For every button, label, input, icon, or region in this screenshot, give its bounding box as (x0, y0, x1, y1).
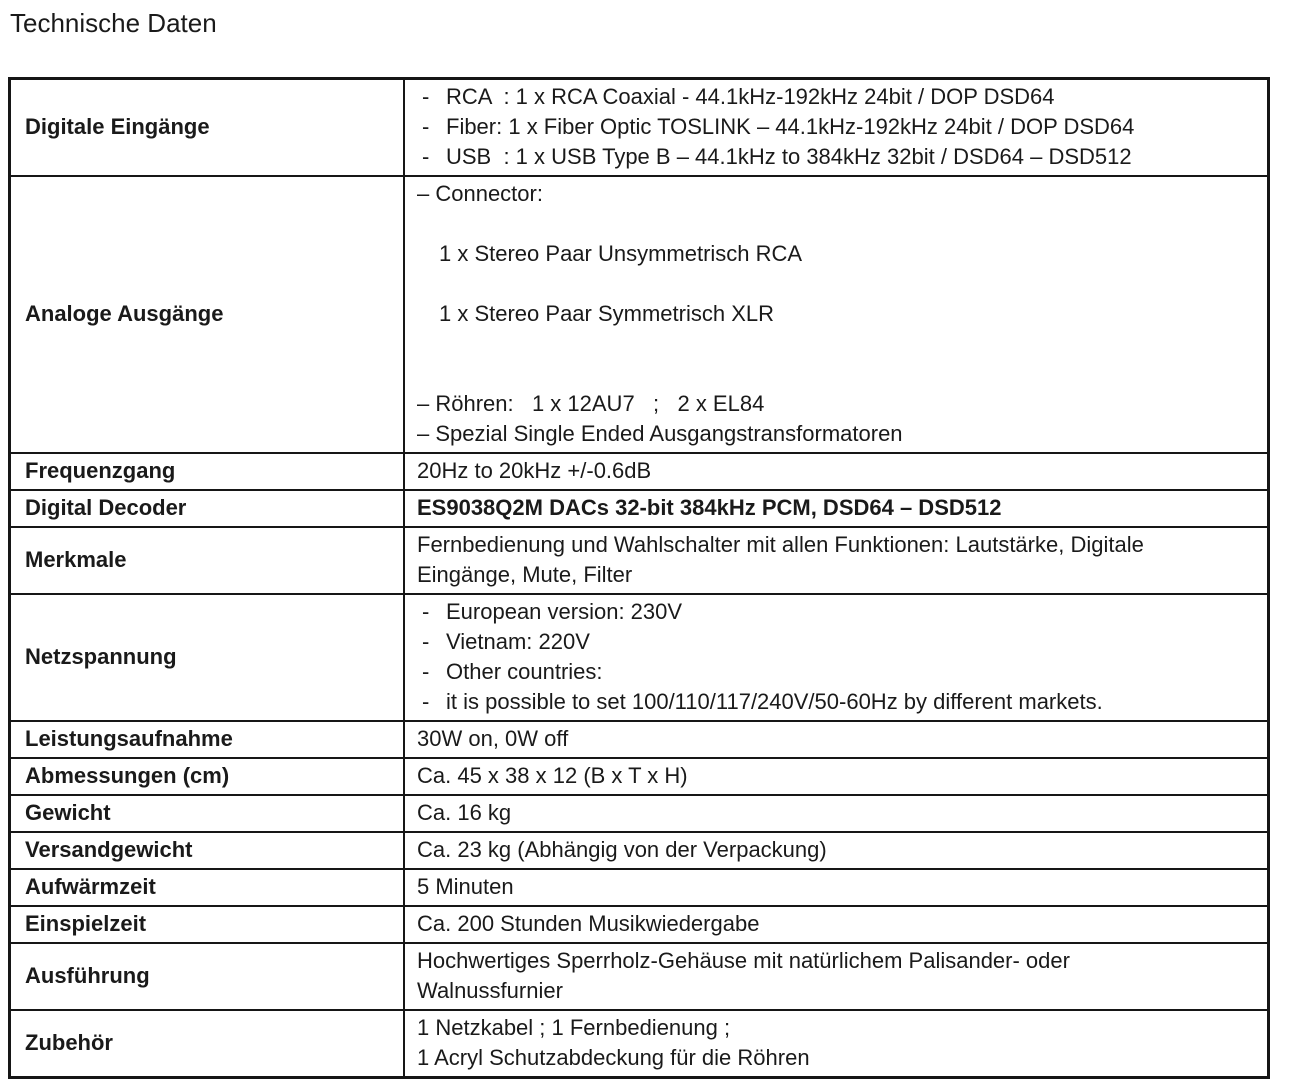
table-row (10, 906, 1269, 943)
dash-bullet: - (422, 659, 430, 684)
value-line-text: USB : 1 x USB Type B – 44.1kHz to 384kHz 32bit / DSD64 – DSD512 (446, 144, 1132, 169)
row-label: Frequenzgang (10, 453, 405, 490)
value-line-text: – Connector: (417, 181, 543, 206)
row-value (404, 527, 1269, 594)
row-value (404, 490, 1269, 527)
value-line-text: Fiber: 1 x Fiber Optic TOSLINK – 44.1kHz-192kHz 24bit / DOP DSD64 (446, 114, 1135, 139)
row-value (404, 176, 1269, 453)
row-value (404, 1010, 1269, 1078)
row-label: Zubehör (10, 1010, 405, 1078)
row-label: Einspielzeit (10, 906, 405, 943)
value-line (417, 657, 1257, 687)
value-line-text: European version: 230V (446, 599, 683, 624)
value-line-text: Ca. 200 Stunden Musikwiedergabe (417, 911, 760, 936)
value-line-text: Other countries: (446, 659, 603, 684)
table-row (10, 721, 1269, 758)
table-row (10, 79, 1269, 177)
table-row (10, 758, 1269, 795)
row-label: Versandgewicht (10, 832, 405, 869)
value-line-text: Walnussfurnier (417, 978, 563, 1003)
value-line (417, 112, 1257, 142)
dash-bullet: - (422, 114, 430, 139)
blank-line (417, 209, 1257, 239)
value-line-text: Vietnam: 220V (446, 629, 590, 654)
value-line-text: Ca. 16 kg (417, 800, 512, 825)
table-row (10, 594, 1269, 721)
dash-bullet: - (422, 84, 430, 109)
value-line-text: 1 x Stereo Paar Symmetrisch XLR (439, 301, 775, 326)
row-label: Gewicht (10, 795, 405, 832)
value-line-text: Ca. 45 x 38 x 12 (B x T x H) (417, 763, 688, 788)
dash-bullet: - (422, 629, 430, 654)
table-row (10, 453, 1269, 490)
row-value (404, 943, 1269, 1010)
row-value (404, 832, 1269, 869)
value-line (417, 687, 1257, 717)
dash-bullet: - (422, 144, 430, 169)
blank-line (417, 329, 1257, 359)
value-line-text: Eingänge, Mute, Filter (417, 562, 633, 587)
table-row (10, 795, 1269, 832)
value-line-text: 5 Minuten (417, 874, 514, 899)
value-line-text: ES9038Q2M DACs 32-bit 384kHz PCM, DSD64 – DSD512 (417, 495, 1002, 520)
value-line-text: – Spezial Single Ended Ausgangstransformatoren (417, 421, 903, 446)
spec-table (8, 77, 1270, 1079)
row-value (404, 869, 1269, 906)
row-value (404, 758, 1269, 795)
table-row (10, 176, 1269, 453)
value-line-text: 1 x Stereo Paar Unsymmetrisch RCA (439, 241, 803, 266)
dash-bullet: - (422, 689, 430, 714)
value-line-text: 1 Acryl Schutzabdeckung für die Röhren (417, 1045, 810, 1070)
row-value (404, 453, 1269, 490)
table-row (10, 869, 1269, 906)
row-label: Digitale Eingänge (10, 79, 405, 177)
dash-bullet: - (422, 599, 430, 624)
value-line (417, 82, 1257, 112)
value-line-text: 1 Netzkabel ; 1 Fernbedienung ; (417, 1015, 731, 1040)
row-label: Abmessungen (cm) (10, 758, 405, 795)
value-line-text: 30W on, 0W off (417, 726, 569, 751)
spec-table-body (10, 79, 1269, 1078)
value-line-text: it is possible to set 100/110/117/240V/50-60Hz by different markets. (446, 689, 1103, 714)
value-line-text: 20Hz to 20kHz +/-0.6dB (417, 458, 652, 483)
blank-line (417, 269, 1257, 299)
row-label: Analoge Ausgänge (10, 176, 405, 453)
row-value (404, 79, 1269, 177)
table-row (10, 527, 1269, 594)
value-line-text: Fernbedienung und Wahlschalter mit allen Funktionen: Lautstärke, Digitale (417, 532, 1144, 557)
row-label: Ausführung (10, 943, 405, 1010)
row-value (404, 594, 1269, 721)
blank-line (417, 359, 1257, 389)
value-line (417, 627, 1257, 657)
value-line (417, 597, 1257, 627)
table-row (10, 490, 1269, 527)
table-row (10, 832, 1269, 869)
table-row (10, 943, 1269, 1010)
row-value (404, 795, 1269, 832)
page-title: Technische Daten (10, 8, 217, 38)
row-label: Merkmale (10, 527, 405, 594)
value-line-text: – Röhren: 1 x 12AU7 ; 2 x EL84 (417, 391, 765, 416)
row-label: Digital Decoder (10, 490, 405, 527)
value-line-text: Hochwertiges Sperrholz-Gehäuse mit natürlichem Palisander- oder (417, 948, 1070, 973)
row-label: Leistungsaufnahme (10, 721, 405, 758)
value-line (417, 142, 1257, 172)
row-label: Netzspannung (10, 594, 405, 721)
table-row (10, 1010, 1269, 1078)
value-line-text: RCA : 1 x RCA Coaxial - 44.1kHz-192kHz 24bit / DOP DSD64 (446, 84, 1055, 109)
value-line-text: Ca. 23 kg (Abhängig von der Verpackung) (417, 837, 827, 862)
row-value (404, 721, 1269, 758)
row-value (404, 906, 1269, 943)
row-label: Aufwärmzeit (10, 869, 405, 906)
